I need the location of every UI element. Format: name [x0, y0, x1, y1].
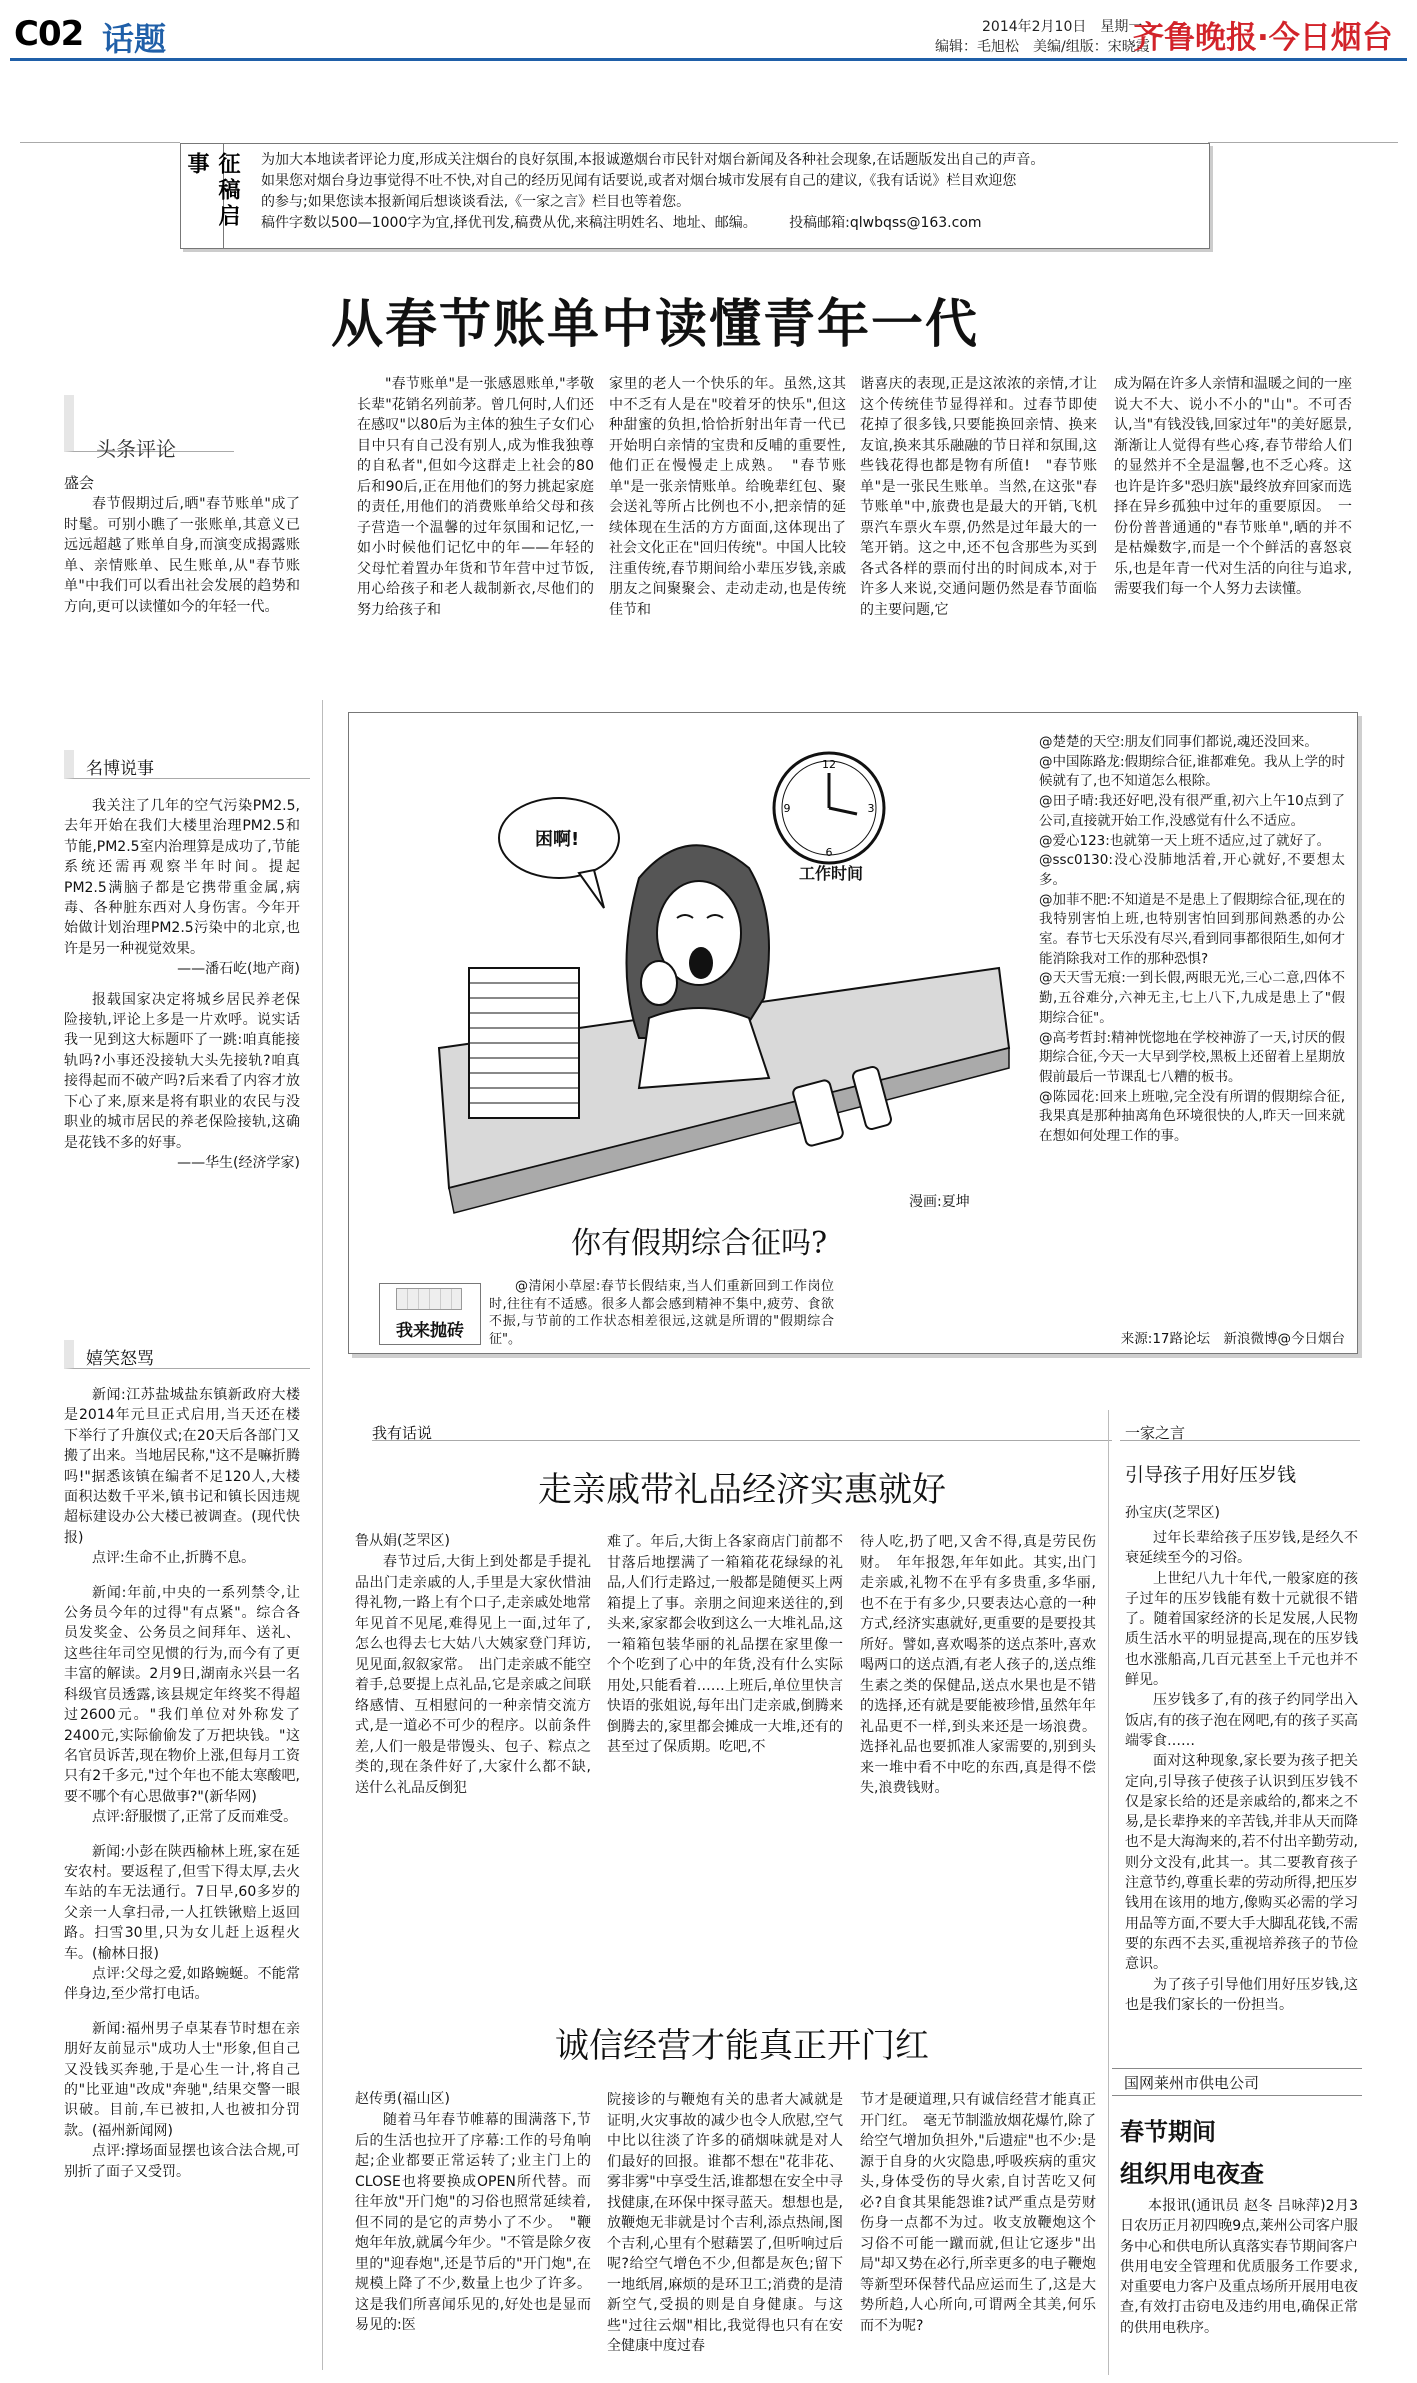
wyhs-label: 我有话说	[372, 1424, 433, 1442]
left-divider	[322, 700, 323, 2370]
article2-col-2	[607, 2090, 843, 2378]
article1-col-2	[607, 1532, 843, 1974]
main-col-3-text: 谐喜庆的表现,正是这浓浓的亲情,才让这个传统佳节显得祥和。过春节即使花掉了很多钱,只要能换回亲情、换来友谊,换来其乐融融的节日祥和氛围,这些钱花得也都是物有所值! "春节账单"是一张民生账单。当然,在这张"春节账单"中,旅费也是最大的开销,飞机票汽车票火车票,仍然是过年最大的一笔开销。这之中,还不包含那些为买到各式各样的票而付出的时间成本,对于许多人来说,交通问题仍然是春节面临的主要问题,它	[860, 376, 1097, 618]
ad-body	[1120, 2196, 1358, 2378]
article1-col-1-text: 春节过后,大街上到处都是手提礼品出门走亲戚的人,手里是大家伙惜油得礼物,一路上有个口子,走亲戚处地常年见首不见尾,难得见上一面,过年了,怎么也得去七大姑八大姨家登门拜访,见见面,叙叙家常。 出门走亲戚不能空着手,总要提上点礼品,它是亲戚之间联络感情、互相慰问的一种亲情交流方式,是一道必不可少的程序。以前条件差,人们一般是带馒头、包子、粽点之类的,现在条件好了,大家什么都不缺,送什么礼品反倒犯	[355, 1554, 591, 1796]
brick-badge-icon	[396, 1288, 462, 1310]
cartoon-question: 你有假期综合征吗?	[570, 1226, 828, 1261]
yjzy-author: 孙宝庆(芝罘区)	[1125, 1505, 1220, 1521]
yjzy-title: 引导孩子用好压岁钱	[1125, 1464, 1297, 1486]
yjzy-body	[1125, 1528, 1358, 2058]
article1-col-1	[355, 1552, 591, 1974]
main-col-2	[609, 374, 846, 664]
ad-title-1: 春节期间	[1120, 2118, 1216, 2146]
svg-text:9: 9	[783, 802, 791, 815]
header-rule	[10, 58, 1407, 61]
page-header	[0, 0, 1417, 60]
main-article-title: 从春节账单中读懂青年一代	[330, 294, 979, 355]
notice-rule-right	[1208, 142, 1398, 143]
svg-text:3: 3	[867, 802, 875, 815]
xixiao-body	[64, 1385, 300, 2370]
speech-bubble-text: 困啊!	[535, 829, 580, 850]
wyhs-rule	[372, 1440, 1112, 1441]
mingjia-body	[64, 796, 300, 1311]
clock-label: 工作时间	[799, 864, 864, 883]
main-col-3	[860, 374, 1097, 664]
notice-line-2: 如果您对烟台身边事觉得不吐不快,对自己的经历见闻有话要说,或者对烟台城市发展有自己的建议,《我有话说》栏目欢迎您	[261, 173, 1017, 189]
headline-comment-label-box	[64, 395, 234, 461]
cartoon-comments	[1039, 733, 1345, 1323]
editors-line: 编辑：毛旭松 美编/组版：宋晓霞	[935, 39, 1150, 55]
yawning-woman-figure	[627, 845, 770, 1088]
mingjia-sign-2: ——华生(经济学家)	[177, 1154, 300, 1171]
main-intro-text: 春节假期过后,晒"春节账单"成了时髦。可别小瞧了一张账单,其意义已远远超越了账单自身,而演变成揭露账单、亲情账单、民生账单,从"春节账单"中我们可以看出社会发展的趋势和方向,更可以读懂如今的年轻一代。	[64, 496, 300, 615]
cartoon-source: 来源:17路论坛 新浪微博@今日烟台	[1120, 1331, 1345, 1347]
ad-title-2: 组织用电夜查	[1120, 2160, 1264, 2188]
main-col-1-text: "春节账单"是一张感恩账单,"孝敬长辈"花销名列前茅。曾几何时,人们还在感叹"以80后为主体的独生子女们心目中只有自己没有别人,成为惟我独尊的自私者",但如今这群走上社会的80后和90后,正在用他们的努力挑起家庭的责任,用他们的消费账单给父母和孩子营造一个温馨的过年氛围和记忆,一如小时候他们记忆中的年——年轻的父母忙着置办年货和节年营中过节饭,用心给孩子和老人裁制新衣,尽他们的努力给孩子和	[357, 376, 594, 618]
article2-col-3	[860, 2090, 1096, 2378]
cartoon-left-quote	[489, 1278, 834, 1348]
notice-email: 投稿邮箱:qlwbqss@163.com	[789, 215, 982, 231]
yjzy-para-2: 上世纪八九十年代,一般家庭的孩子过年的压岁钱能有数十元就很不错了。随着国家经济的长足发展,人民物质生活水平的明显提高,现在的压岁钱也水涨船高,几百元甚至上千元也并不鲜见。	[1125, 1570, 1358, 1689]
main-intro	[64, 494, 300, 664]
right-divider	[1108, 1410, 1109, 2375]
main-col-2-text: 家里的老人一个快乐的年。虽然,这其中不乏有人是在"咬着牙的快乐",但这种甜蜜的负担,恰恰折射出年青一代已开始明白亲情的宝贵和反哺的重要性,他们正在慢慢走上成熟。 "春节账单"是一张亲情账单。给晚辈红包、聚会送礼等所占比例也不小,把亲情的延续体现在生活的方方面面,这体现出了社会文化正在"回归传统"。中国人比较注重传统,春节期间给小辈压岁钱,亲戚朋友之间聚聚会、走动走动,也是传统佳节和	[609, 376, 846, 618]
mingjia-label: 名博说事	[86, 759, 154, 779]
headline-comment-label: 头条评论	[96, 437, 176, 461]
yjzy-para-4: 面对这种现象,家长要为孩子把关定向,引导孩子使孩子认识到压岁钱不仅是家长给的还是亲戚给的,都来之不易,是长辈挣来的辛苦钱,并非从天而降也不是大海淘来的,若不付出辛勤劳动,则分文没有,此其一。其二要教育孩子注意节约,尊重长辈的劳动所得,把压岁钱用在该用的地方,像购买必需的学习用品等方面,不要大手大脚乱花钱,不需要的东西不去买,重视培养孩子的节俭意识。	[1125, 1753, 1358, 1973]
article1-col-2-text: 难了。年后,大街上各家商店门前都不甘落后地摆满了一箱箱花花绿绿的礼品,人们行走路过,一般都是随便买上两箱提上了事。亲朋之间迎来送往的,到头来,家家都会收到这么一大堆礼品,这一箱箱包装华丽的礼品摆在家里像一个个吃到了心中的年货,没有什么实际用处,只能看着……上班后,单位里快言快语的张姐说,每年出门走亲戚,倒腾来倒腾去的,家里都会摊成一大堆,还有的甚至过了保质期。吃吧,不	[607, 1534, 843, 1755]
wall-clock-icon	[774, 753, 884, 863]
mingjia-para-1: 我关注了几年的空气污染PM2.5,去年开始在我们大楼里治理PM2.5和节能,PM2.5室内治理算是成功了,节能系统还需再观察半年时间。提起PM2.5满脑子都是它携带重金属,病毒、各种脏东西对人身伤害。今年开始做计划治理PM2.5污染中的北京,也许是另一种视觉效果。	[64, 798, 300, 957]
article2-col-2-text: 院接诊的与鞭炮有关的患者大减就是证明,火灾事故的减少也令人欣慰,空气中比以往淡了许多的硝烟味就是对人们最好的回报。谁都不想在"花非花、雾非雾"中享受生活,谁都想在安全中寻找健康,在环保中探寻蓝天。想想也是,放鞭炮无非就是讨个吉利,添点热闹,图个吉利,心里有个慰藉罢了,但听响过后呢?给空气增色不少,但都是灰色;留下一地纸屑,麻烦的是环卫工;消费的是清新空气,受损的则是自身健康。与这些"过往云烟"相比,我觉得也只有在安全健康中度过春	[607, 2092, 843, 2354]
xixiao-comment-1: 点评:生命不止,折腾不息。	[92, 1550, 256, 1567]
cartoon-comment-7: @天天雪无痕:一到长假,两眼无光,三心二意,四体不勤,五谷难分,六神无主,七上八下,九成是患上了"假期综合征"。	[1039, 970, 1345, 1026]
cartoon-left-quote-text: @清闲小草屋:春节长假结束,当人们重新回到工作岗位时,往往有不适感。很多人都会感到精神不集中,疲劳、食欲不振,与节前的工作状态相差很远,这就是所谓的"假期综合征"。	[489, 1279, 834, 1347]
yjzy-para-1: 过年长辈给孩子压岁钱,是经久不衰延续至今的习俗。	[1125, 1530, 1358, 1567]
section-title: 话题	[102, 20, 167, 58]
article2-author: 赵传勇(福山区)	[355, 2091, 450, 2107]
cartoon-comment-8: @高考哲封:精神恍惚地在学校神游了一天,讨厌的假期综合征,今天一大早到学校,黑板上还留着上星期放假前最后一节课乱七八糟的板书。	[1039, 1029, 1345, 1085]
cartoon-comment-2: @中国陈路龙:假期综合征,谁都难免。我从上学的时候就有了,也不知道怎么根除。	[1039, 753, 1345, 790]
xixiao-item-1: 新闻:江苏盐城盐东镇新政府大楼是2014年元旦正式启用,当天还在楼下举行了升旗仪式;在20天后各部门又搬了出来。当地居民称,"这不是嘛折腾吗!"据悉该镇在编者不足120人,大楼面积达数千平米,镇书记和镇长因违规超标建设办公大楼已被调查。(现代快报)	[64, 1387, 300, 1546]
cartoon-comment-1: @楚楚的天空:朋友们同事们都说,魂还没回来。	[1039, 734, 1318, 750]
yjzy-label: 一家之言	[1125, 1424, 1186, 1442]
xixiao-item-4: 新闻:福州男子卓某春节时想在亲朋好友前显示"成功人士"形象,但自己又没钱买奔驰,于是心生一计,将自己的"比亚迪"改成"奔驰",结果交警一眼识破。目前,车已被扣,人也被扣分罚款。(福州新闻网)	[64, 2020, 300, 2139]
brick-badge-text: 我来抛砖	[396, 1321, 464, 1341]
xixiao-label: 嬉笑怒骂	[86, 1349, 154, 1369]
article1-author: 鲁从娟(芝罘区)	[355, 1533, 450, 1549]
article1-title: 走亲戚带礼品经济实惠就好	[538, 1470, 946, 1510]
cartoon-illustration	[409, 718, 1029, 1248]
notice-line-3: 的参与;如果您读本报新闻后想谈谈看法,《一家之言》栏目也等着您。	[261, 194, 691, 210]
notice-line-4: 稿件字数以500—1000字为宜,择优刊发,稿费从优,来稿注明姓名、地址、邮编。	[261, 215, 757, 231]
grid-company-box	[1112, 2068, 1362, 2096]
notice-tag-text: 征稿启事	[184, 152, 240, 230]
submission-notice	[180, 143, 1210, 249]
mingjia-label-box	[64, 750, 310, 779]
cartoon-comment-5: @ssc0130:没心没肺地活着,开心就好,不要想太多。	[1039, 852, 1345, 888]
cartoon-credit: 漫画:夏坤	[909, 1194, 970, 1210]
brand-masthead: 齐鲁晚报·今日烟台	[1133, 20, 1393, 56]
xixiao-comment-3: 点评:父母之爱,如路蜿蜒。不能常伴身边,至少常打电话。	[64, 1965, 300, 2003]
cartoon-comment-9: @陈园花:回来上班啦,完全没有所谓的假期综合征,我果真是那种抽离角色环境很快的人,昨天一回来就在想如何处理工作的事。	[1039, 1088, 1345, 1145]
date-line: 2014年2月10日 星期一	[982, 19, 1143, 35]
cartoon-panel	[348, 712, 1358, 1354]
yjzy-rule	[1120, 1440, 1360, 1441]
article2-col-1	[355, 2110, 591, 2378]
ad-body-text: 本报讯(通讯员 赵冬 吕咏萍)2月3日农历正月初四晚9点,莱州公司客户服务中心和供电所认真落实春节期间客户供用电安全管理和优质服务工作要求,对重要电力客户及重点场所开展用电夜查,有效打击窃电及违约用电,确保正常的供用电秩序。	[1120, 2198, 1358, 2336]
notice-rule-left	[20, 142, 180, 143]
yjzy-para-5: 为了孩子引导他们用好压岁钱,这也是我们家长的一份担当。	[1125, 1976, 1358, 2013]
svg-text:12: 12	[822, 758, 836, 771]
article2-col-3-text: 节才是硬道理,只有诚信经营才能真正开门红。 毫无节制滥放烟花爆竹,除了给空气增加负担外,"后遗症"也不少:是源于自身的火灾隐患,呼吸疾病的重灾头,身体受伤的导火索,自讨苦吃又何必?自食其果能怨谁?试严重点是劳财伤身一点都不为过。收支放鞭炮这个习俗不可能一蹴而就,但让它逐步"出局"却又势在必行,所幸更多的电子鞭炮等新型环保替代品应运而生了,这是大势所趋,人心所向,可谓两全其美,何乐而不为呢?	[860, 2092, 1096, 2334]
xixiao-comment-4: 点评:撑场面显摆也该合法合规,可别折了面子又受罚。	[64, 2143, 300, 2180]
xixiao-comment-2: 点评:舒服惯了,正常了反而难受。	[92, 1809, 298, 1826]
main-author: 盛会	[64, 474, 95, 492]
cartoon-comment-3: @田子晴:我还好吧,没有很严重,初六上午10点到了公司,直接就开始工作,没感觉有什么不适应。	[1039, 793, 1345, 829]
mingjia-para-2: 报载国家决定将城乡居民养老保险接轨,评论上多是一片欢呼。说实话我一见到这大标题吓了一跳:咱真能接轨吗?小事还没接轨大头先接轨?咱真接得起而不破产吗?后来看了内容才放下心了来,原来是将有职业的农民与没职业的城市居民的养老保险接轨,这确是花钱不多的好事。	[64, 991, 300, 1151]
main-col-1	[357, 374, 594, 664]
xixiao-item-2: 新闻:年前,中央的一系列禁令,让公务员今年的过得"有点紧"。综合各员发奖金、公务员之间拜年、送礼、这些往年司空见惯的行为,而今有了更丰富的解读。2月9日,湖南永兴县一名科级官员透露,该县规定年终奖不得超过2600元。"我们单位对外称发了2400元,实际偷偷发了万把块钱。"这名官员诉苦,现在物价上涨,但每月工资只有2千多元,"过个年也不能太寒酸吧,要不哪个有心思做事?"(新华网)	[64, 1584, 300, 1805]
cartoon-comment-6: @加菲不肥:不知道是不是患上了假期综合征,现在的我特别害怕上班,也特别害怕回到那间熟悉的办公室。春节七天乐没有尽兴,看到同事都很陌生,如何才能消除我对工作的那种恐惧?	[1039, 891, 1345, 967]
cartoon-comment-4: @爱心123:也就第一天上班不适应,过了就好了。	[1039, 832, 1331, 849]
notice-line-1: 为加大本地读者评论力度,形成关注烟台的良好氛围,本报诚邀烟台市民针对烟台新闻及各种社会现象,在话题版发出自己的声音。	[261, 152, 1045, 168]
mingjia-sign-1: ——潘石屹(地产商)	[177, 961, 300, 978]
page-code: C02	[14, 14, 84, 54]
main-col-4-text: 成为隔在许多人亲情和温暖之间的一座说大不大、说小不小的"山"。不可否认,当"有钱没钱,回家过年"的美好愿景,渐渐让人觉得有些心疼,春节带给人们的显然并不全是温馨,也不乏心疼。这也许是许多"恐归族"最终放弃回家而选择在异乡孤独中过年的重要原因。 一份份普普通通的"春节账单",晒的并不是枯燥数字,而是一个个鲜活的喜怒哀乐,也是年青一代对生活的向往与追求,需要我们每一个人努力去读懂。	[1114, 376, 1352, 597]
speech-bubble-icon	[499, 798, 619, 908]
article1-col-3-text: 待人吃,扔了吧,又舍不得,真是劳民伤财。 年年报怨,年年如此。其实,出门走亲戚,礼物不在乎有多贵重,多华丽,也不在于有多少,只要表达心意的一种方式,经济实惠就好,更重要的是要投其所好。譬如,喜欢喝茶的送点茶叶,喜欢喝两口的送点酒,有老人孩子的,送点维生素之类的保健品,送点水果也是不错的选择,还有就是要能被珍惜,虽然年年礼品更不一样,到头来还是一场浪费。选择礼品也要抓准人家需要的,别到头来一堆中看不中吃的东西,真是得不偿失,浪费钱财。	[860, 1534, 1096, 1796]
paper-stack-icon	[469, 968, 579, 1118]
xixiao-label-box	[64, 1340, 310, 1369]
svg-text:6: 6	[825, 846, 833, 859]
notice-tag	[181, 144, 240, 248]
article2-title: 诚信经营才能真正开门红	[555, 2026, 929, 2066]
notice-body	[261, 150, 1201, 234]
brick-badge	[379, 1283, 481, 1345]
article1-col-3	[860, 1532, 1096, 1974]
article2-col-1-text: 随着马年春节帷幕的围满落下,节后的生活也拉开了序幕:工作的号角响起;企业都要正常运转了;业主门上的CLOSE也将要换成OPEN所代替。而往年放"开门炮"的习俗也照常延续着,但不同的是它的声势小了不少。 "鞭炮年年放,就属今年少。"不管是除夕夜里的"迎春炮",还是节后的"开门炮",在规模上降了不少,数量上也少了许多。这是我们所喜闻乐见的,好处也是显而易见的:医	[355, 2112, 591, 2333]
main-col-4	[1114, 374, 1352, 664]
yjzy-para-3: 压岁钱多了,有的孩子约同学出入饭店,有的孩子泡在网吧,有的孩子买高端零食……	[1125, 1692, 1358, 1749]
grid-company-label: 国网莱州市供电公司	[1124, 2074, 1260, 2092]
xixiao-item-3: 新闻:小彭在陕西榆林上班,家在延安农村。要返程了,但雪下得太厚,去火车站的车无法通行。7日早,60多岁的父亲一人拿扫帚,一人扛铁锹赔上返回路。扫雪30里,只为女儿赶上返程火车。(榆林日报)	[64, 1843, 300, 1962]
